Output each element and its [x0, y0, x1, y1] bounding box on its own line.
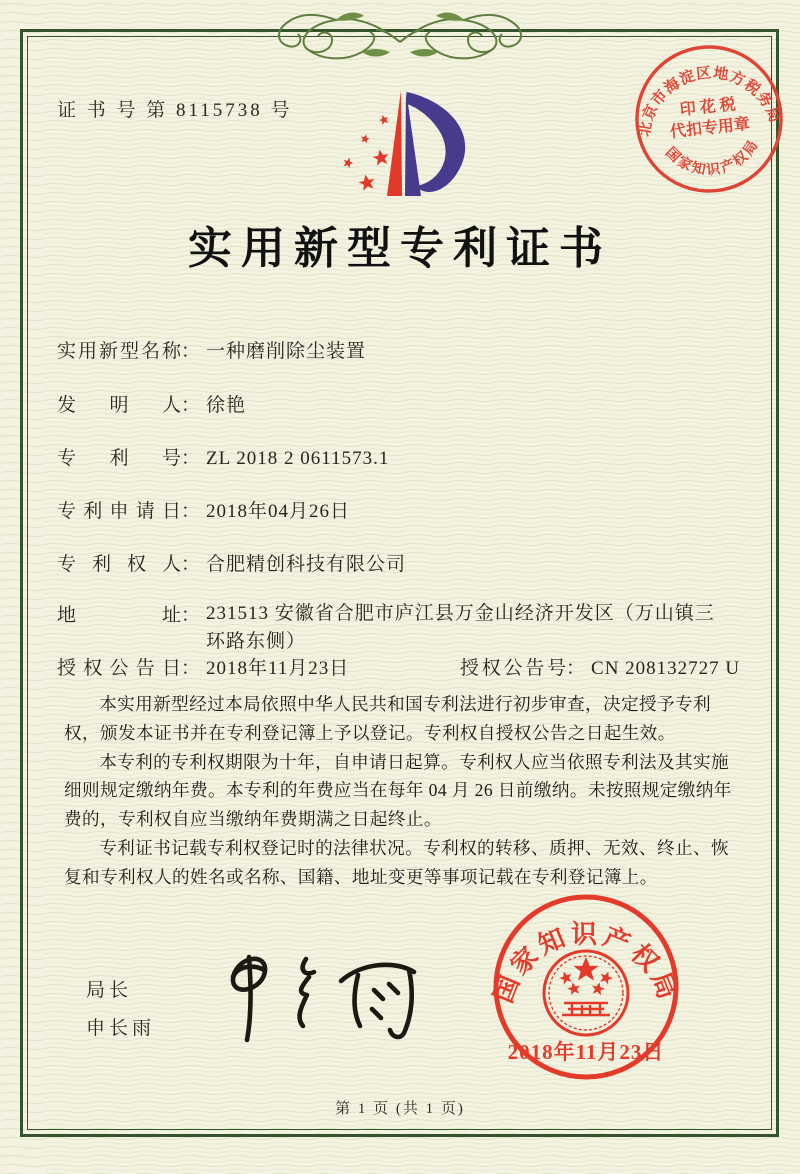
field-label: 授权公告日 [57, 658, 181, 679]
field-row-address: 地址： 231513 安徽省合肥市庐江县万金山经济开发区（万山镇三环路东侧） [57, 600, 718, 656]
field-label: 实用新型名称 [57, 341, 181, 362]
svg-text:国家知识产权局 [661, 134, 765, 183]
tax-stamp-seal [622, 32, 796, 206]
field-row-patentee: 专利权人： 合肥精创科技有限公司 [57, 549, 406, 576]
field-label: 授权公告号 [460, 658, 566, 679]
field-row-patent-number: 专利号： ZL 2018 2 0611573.1 [57, 443, 389, 470]
tax-stamp-outer-top-text: 北京市海淀区地方税务局 [636, 65, 783, 138]
field-value: 2018年11月23日 [206, 658, 350, 679]
signatory-title: 局长 [86, 980, 133, 1001]
legal-paragraph-3: 专利证书记载专利权登记时的法律状况。专利权的转移、质押、无效、终止、恢复和专利权人的姓名或名称、国籍、地址变更等事项记载在专利登记簿上。 [64, 837, 729, 887]
field-row-inventor: 发明人： 徐艳 [57, 390, 246, 417]
top-flourish-ornament [240, 8, 560, 70]
field-row-grant-date: 授权公告日： 2018年11月23日 授权公告号： CN 208132727 U [57, 653, 349, 680]
logo-red-wedge [387, 90, 402, 196]
logo-stars [342, 114, 391, 192]
legal-paragraph-1: 本实用新型经过本局依照中华人民共和国专利法进行初步审查，决定授予专利权，颁发本证书并在专利登记簿上予以登记。专利权自授权公告之日起生效。 [64, 694, 711, 743]
legal-paragraph-2: 本专利的专利权期限为十年，自申请日起算。专利权人应当依照专利法及其实施细则规定缴纳年费。本专利的年费应当在每年 04 月 26 日前缴纳。未按照规定缴纳年费的，专利权自应当缴纳年费期满之日起终止。 [64, 751, 732, 830]
tax-stamp-center-line1: 印 花 税 [679, 96, 737, 119]
tax-stamp-center-line2: 代扣专用章 [669, 115, 751, 142]
page-footer: 第 1 页 (共 1 页) [335, 1101, 465, 1117]
field-value: 徐艳 [206, 395, 247, 416]
cnipa-official-seal [486, 891, 686, 1083]
field-value: 一种磨削除尘装置 [206, 341, 367, 362]
signatory-name: 申长雨 [86, 1018, 156, 1039]
field-value: 合肥精创科技有限公司 [206, 554, 407, 575]
seal-national-emblem [544, 951, 628, 1035]
tax-stamp-outer-bottom-text: 国家知识产权局 [662, 136, 763, 179]
legal-text [64, 690, 740, 892]
field-label: 地址 [57, 605, 181, 626]
field-row-name: 实用新型名称： 一种磨削除尘装置 [57, 336, 366, 363]
field-label: 发明人 [57, 395, 181, 416]
field-label: 专利申请日 [57, 501, 181, 522]
field-row-filing-date: 专利申请日： 2018年04月26日 [57, 496, 350, 523]
field-value: 231513 安徽省合肥市庐江县万金山经济开发区（万山镇三环路东侧） [206, 603, 715, 652]
seal-date: 2018年11月23日 [507, 1040, 665, 1064]
field-value: ZL 2018 2 0611573.1 [206, 448, 390, 469]
certificate-number: 证 书 号 第 8115738 号 [57, 100, 293, 121]
certificate-title: 实用新型专利证书 [188, 224, 612, 273]
field-label: 专利权人 [57, 554, 181, 575]
seal-ring-text: 国家知识产权局 [488, 920, 684, 1007]
cnipa-logo [328, 82, 478, 208]
field-grant-number: 授权公告号： CN 208132727 U [460, 653, 740, 680]
field-value: 2018年04月26日 [206, 501, 351, 522]
handwritten-signature [205, 933, 440, 1051]
field-label: 专利号 [57, 448, 181, 469]
field-value: CN 208132727 U [591, 658, 741, 679]
